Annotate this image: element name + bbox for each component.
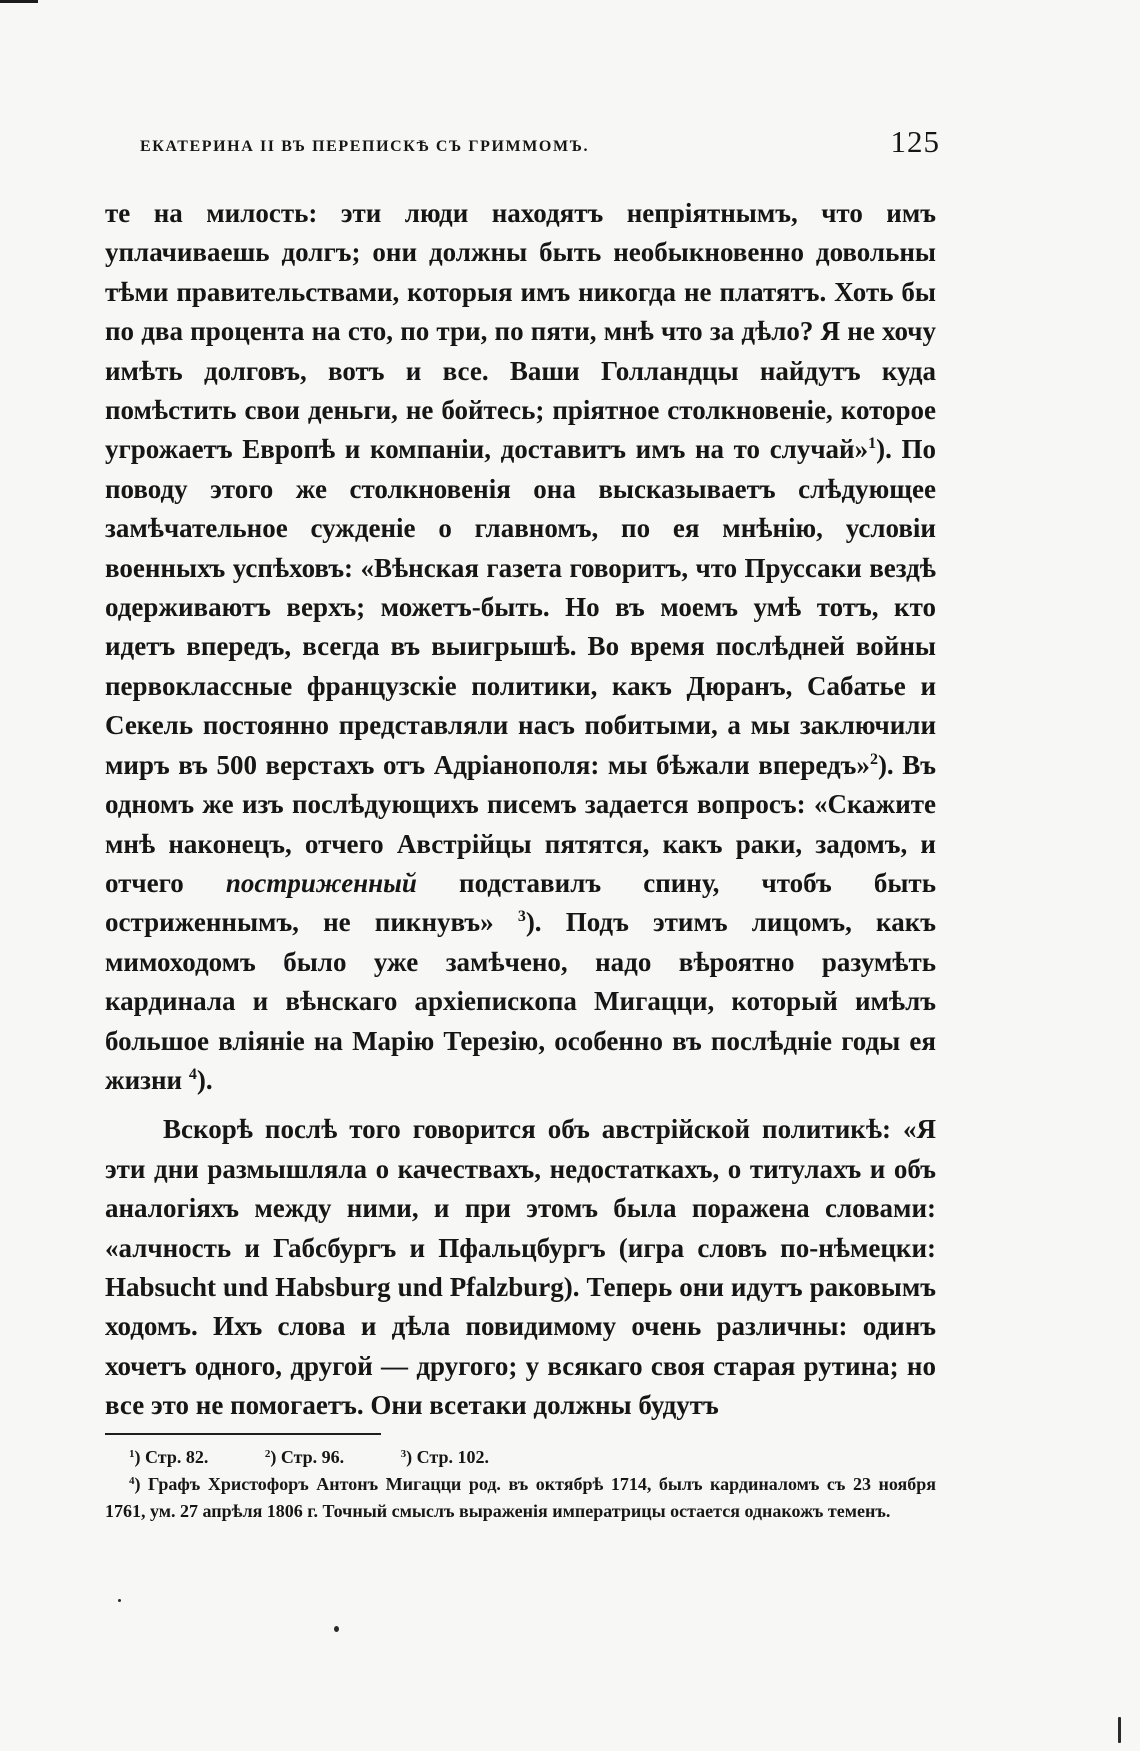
- italic-word: постриженный: [225, 867, 417, 898]
- footnote-mark: 2: [264, 1448, 271, 1460]
- running-head: ЕКАТЕРИНА II ВЪ ПЕРЕПИСКѢ СЪ ГРИММОМЪ.: [140, 138, 590, 155]
- footnote-mark: 1: [129, 1448, 135, 1460]
- footnote-3: [401, 1444, 489, 1471]
- footnote-4: [105, 1471, 936, 1525]
- footnote-text: ) Стр. 96.: [270, 1447, 345, 1467]
- page-header: [140, 124, 940, 164]
- footnote-mark: 3: [400, 1448, 407, 1460]
- text-run: ). Въ одномъ же изъ послѣдующихъ писемъ задается вопросъ: «Скажите мнѣ наконецъ, отчего Австрійцы пятятся, какъ раки, задомъ, и отчего: [105, 749, 936, 898]
- footnote-ref-2: 2: [869, 750, 878, 768]
- main-text: [105, 194, 936, 1426]
- text-run: те на милость: эти люди находятъ непріятнымъ, что имъ уплачиваешь долгъ; они должны быть необыкновенно довольны тѣми правительствами, которыя имъ никогда не платятъ. Хоть бы по два процента на сто, по три, по пяти, мнѣ что за дѣло? Я не хочу имѣть долговъ, вотъ и все. Ваши Голландцы найдутъ куда помѣстить свои деньги, не бойтесь; пріятное столкновеніе, которое угрожаетъ Европѣ и компаніи, доставитъ имъ на то случай»: [105, 198, 936, 465]
- footnote-1: [129, 1444, 208, 1471]
- text-run: ).: [196, 1064, 213, 1095]
- paragraph-2: Вскорѣ послѣ того говорится объ австрійской политикѣ: «Я эти дни размышляла о качествахъ, недостаткахъ, о титулахъ и объ аналогіяхъ между ними, и при этомъ была поражена словами: «алчность и Габсбургъ и Пфальцбургъ (игра словъ по-нѣмецки: Habsucht und Habsburg und Pfalzburg). Теперь они идутъ раковымъ ходомъ. Ихъ слова и дѣла повидимому очень различны: одинъ хочетъ одного, другой — другого; у всякаго своя старая рутина; но все это не помогаетъ. Они всетаки должны будутъ: [105, 1114, 936, 1421]
- print-speck: [1118, 1717, 1121, 1743]
- footnote-text: ) Стр. 82.: [134, 1447, 209, 1467]
- footnote-row: [105, 1444, 936, 1471]
- footnote-text: ) Стр. 102.: [406, 1447, 489, 1467]
- footnote-mark: 4: [129, 1475, 135, 1487]
- text-run: ). По поводу этого же столкновенія она высказываетъ слѣдующее замѣчательное сужденіе о главномъ, по ея мнѣнію, условіи военныхъ успѣховъ: «Вѣнская газета говоритъ, что Пруссаки вездѣ одерживаютъ верхъ; можетъ-быть. Но въ моемъ умѣ тотъ, кто идетъ впередъ, всегда въ выигрышѣ. Во время послѣдней войны первоклассные французскіе политики, какъ Дюранъ, Сабатье и Секель постоянно представляли насъ побитыми, а мы заключили миръ въ 500 верстахъ отъ Адріанополя: мы бѣжали впередъ»: [105, 434, 936, 780]
- footnote-ref-1: 1: [868, 435, 877, 453]
- paragraph-1: [105, 194, 936, 1100]
- print-speck: [118, 1599, 121, 1602]
- footnotes: [105, 1444, 936, 1525]
- text-run: подставилъ спину, чтобъ быть остриженнымъ, не пикнувъ»: [105, 867, 936, 938]
- top-edge-rule: [0, 0, 38, 3]
- page-number: 125: [890, 124, 940, 159]
- footnote-text: ) Графъ Христофоръ Антонъ Мигацци род. въ октябрѣ 1714, былъ кардиналомъ съ 23 ноября 1761, ум. 27 апрѣля 1806 г. Точный смыслъ выраженія императрицы остается однакожъ теменъ.: [105, 1474, 936, 1521]
- footnote-ref-4: 4: [188, 1065, 197, 1083]
- footnote-divider: [105, 1433, 381, 1435]
- print-speck: [334, 1626, 339, 1632]
- text-run: ). Подъ этимъ лицомъ, какъ мимоходомъ было уже замѣчено, надо вѣроятно разумѣть кардинала и вѣнскаго архіепископа Мигацци, который имѣлъ большое вліяніе на Марію Терезію, особенно въ послѣдніе годы ея жизни: [105, 907, 936, 1095]
- footnote-ref-3: 3: [517, 908, 526, 926]
- footnote-2: [265, 1444, 344, 1471]
